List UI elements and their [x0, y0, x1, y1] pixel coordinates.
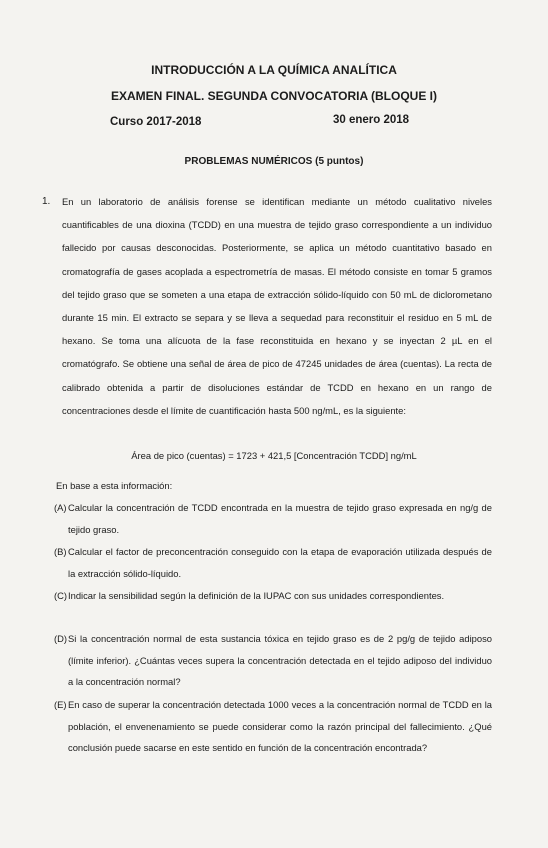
question-tag: (B)	[54, 546, 67, 557]
course-year: Curso 2017-2018	[110, 116, 202, 128]
problem-statement: En un laboratorio de análisis forense se identifican mediante un método cualitativo niveles cuantificables de una dioxina (TCDD) en una muestra de tejido graso correspondiente a un individuo fallecido por causas desconocidas. Posteriormente, se aplica un método cuantitativo basado en cromatografía de gases acoplada a espectrometría de masas. El método consiste en tomar 5 gramos del tejido graso que se someten a una etapa de extracción sólido-líquido con 50 mL de diclorometano durante 15 min. El extracto se separa y se lleva a sequedad para reconstituir el residuo en 5 mL de hexano. Se toma una alícuota de la fase reconstituida en hexano y se inyectan 2 µL en el cromatógrafo. Se obtiene una señal de área de pico de 47245 unidades de área (cuentas). La recta de calibrado obtenida a partir de disoluciones estándar de TCDD en hexano en un rango de concentraciones desde el límite de cuantificación hasta 500 ng/mL, es la siguiente:	[62, 196, 492, 416]
question-d	[54, 628, 492, 693]
question-text: Calcular el factor de preconcentración conseguido con la etapa de evaporación utilizada después de la extracción sólido-líquido.	[68, 546, 492, 579]
question-tag: (D)	[54, 633, 68, 644]
question-text: Calcular la concentración de TCDD encontrada en la muestra de tejido graso expresada en ng/g de tejido graso.	[68, 502, 492, 535]
problem-number: 1.	[42, 196, 51, 207]
question-text: Indicar la sensibilidad según la definición de la IUPAC con sus unidades correspondientes.	[68, 590, 445, 601]
question-text: En caso de superar la concentración detectada 1000 veces a la concentración normal de TCDD en la población, el envenenamiento se puede considerar como la razón principal del fallecimiento. ¿Qué conclusión puede sacarse en este sentido en función de la concentración encontrada?	[68, 699, 492, 753]
question-b	[54, 541, 492, 584]
question-e	[54, 694, 492, 759]
question-a	[54, 497, 492, 540]
question-tag: (A)	[54, 502, 67, 513]
question-tag: (C)	[54, 590, 68, 601]
question-c	[54, 585, 492, 607]
questions-intro: En base a esta información:	[56, 480, 173, 491]
calibration-formula: Área de pico (cuentas) = 1723 + 421,5 [Concentración TCDD] ng/mL	[131, 450, 417, 461]
question-text: Si la concentración normal de esta sustancia tóxica en tejido graso es de 2 pg/g de tejido adiposo (límite inferior). ¿Cuántas veces supera la concentración detectada en el tejido adiposo del individuo a la concentración normal?	[68, 633, 492, 687]
section-title: PROBLEMAS NUMÉRICOS (5 puntos)	[184, 156, 364, 167]
exam-title: INTRODUCCIÓN A LA QUÍMICA ANALÍTICA	[151, 63, 397, 77]
exam-subtitle: EXAMEN FINAL. SEGUNDA CONVOCATORIA (BLOQUE I)	[110, 89, 437, 103]
exam-date: 30 enero 2018	[333, 114, 410, 126]
question-tag: (E)	[54, 699, 67, 710]
